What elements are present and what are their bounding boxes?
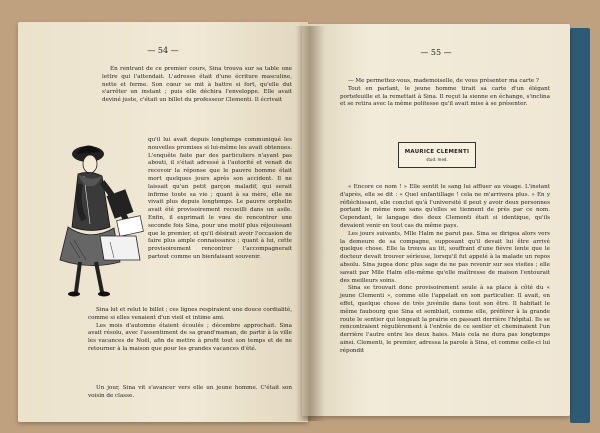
left-paragraph-2: qu'il lui avait depuis longtemps communiqué les nouvelles promises si lui-même les avait obtenues. L'enquête faite par des particuliers n'ayant pas abouti, il s'était adressé à l'autorité et venait de recevoir la réponse que le pauvre homme était mort quelques jours après son accident. Il ne laissait qu'un petit garçon maladif, qui serait infirme toute sa vie ; quant à sa mère, elle ne vivait plus depuis longtemps. Le pauvre orphelin avait été provisoirement recueilli dans un asile. Enfin, il exprimait le vœu de rencontrer une seconde fois Sina, pour une motif plus réjouissant que le premier, et qu'il désirait avoir l'occasion de faire plus ample connaissance ; quant à lui, cette provisoirement rencontrer l'accompagnerait partout comme un bienfaisant souvenir. <box>148 137 292 260</box>
right-page <box>302 24 570 416</box>
open-book <box>10 8 590 426</box>
left-paragraph-1: En rentrant de ce premier cours, Sina trouva sur sa table une lettre qui l'attendait. L'adresse était d'une écriture masculine, nette et ferme. Son cœur se mit à battre si fort, qu'elle dut s'arrêter un instant ; puis elle déchira l'enveloppe. Elle avait deviné juste, c'était un billet du professeur Clementi. Il écrivait <box>102 66 292 104</box>
card-subtitle: stud. med. <box>426 156 448 162</box>
left-page <box>18 22 308 422</box>
woman-reading-illustration <box>40 132 150 302</box>
right-paragraph-2: « Encore ce nom ! » Elle sentit le sang lui affluer au visage. L'instant d'après, elle se dit : « Quel enfantillage ! cela ne m'arrivera plus. » En y réfléchissant, elle conclut qu'à l'université il peut y avoir deux personnes portant le même nom sans qu'elles se tiennent de près par ce nom. Cependant, le langage des deux Clementi était si identique, qu'ils devaient venir en tout cas du même pays. Les jours suivants, Mlle Halm ne parut pas. Sina se dirigea alors vers la demeure de sa compagne, supposant qu'il devait lui être arrivé quelque chose. Elle la trouva au lit, souffrant d'une fièvre lente que le docteur devait trouver sérieuse, lorsqu'il fut appelé à la malade un repos absolu. Sina jugea donc plus sage de ne pas revenir sur ses visites ; elle savait par Mlle Halm elle-même qu'elle maîtresse de maison l'entourait des meilleurs soins. Sina se trouvait donc provisoirement seule à sa place à côté du « jeune Clementi », comme elle l'appelait en son particulier. Il avait, en effet, quelque chose de très juvénile dans tout son être. Il habitait le même faubourg que Sina et semblait, comme elle, préférer à la grande route le sentier qui longeait la prairie en passant derrière l'hôpital. Ils se rencontraient régulièrement à l'entrée de ce sentier et cheminaient l'un derrière l'autre entre les deux haies. Mais cela ne dura pas longtemps ainsi. Clementi, le premier, adressa la parole à Sina, et comme celle-ci lui répondit <box>340 184 550 354</box>
left-paragraph-3: Sina lut et relut le billet ; ces lignes respiraient une douce cordialité, comme si elles venaient d'un vieil et intime ami. Les mois d'automne étaient écoulés ; décembre approchait. Sina avait résolu, avec l'assentiment de sa grand'maman, de partir à la ville les vacances de Noël, afin de mettre à profit tout son temps et de ne retourner à la maison que pour les grandes vacances d'été. <box>88 307 292 352</box>
business-card <box>398 142 476 168</box>
left-paragraph-5: Un jour, Sina vit s'avancer vers elle un jeune homme. C'était son voisin de classe. <box>88 385 292 399</box>
right-paragraph-1: — Me permettez-vous, mademoiselle, de vous présenter ma carte ? Tout en parlant, le jeune homme tirait sa carte d'un élégant portefeuille et la remettait à Sina. Il reçut la sienne en échange, s'inclina et se retira avec la même politesse qu'il avait mise à se présenter. <box>340 78 550 108</box>
book-cover-edge <box>570 28 590 423</box>
left-page-number: — 54 — <box>147 46 179 55</box>
book-spine <box>295 26 325 421</box>
right-page-number: — 55 — <box>420 48 452 57</box>
card-name: MAURICE CLEMENTI <box>404 148 470 155</box>
